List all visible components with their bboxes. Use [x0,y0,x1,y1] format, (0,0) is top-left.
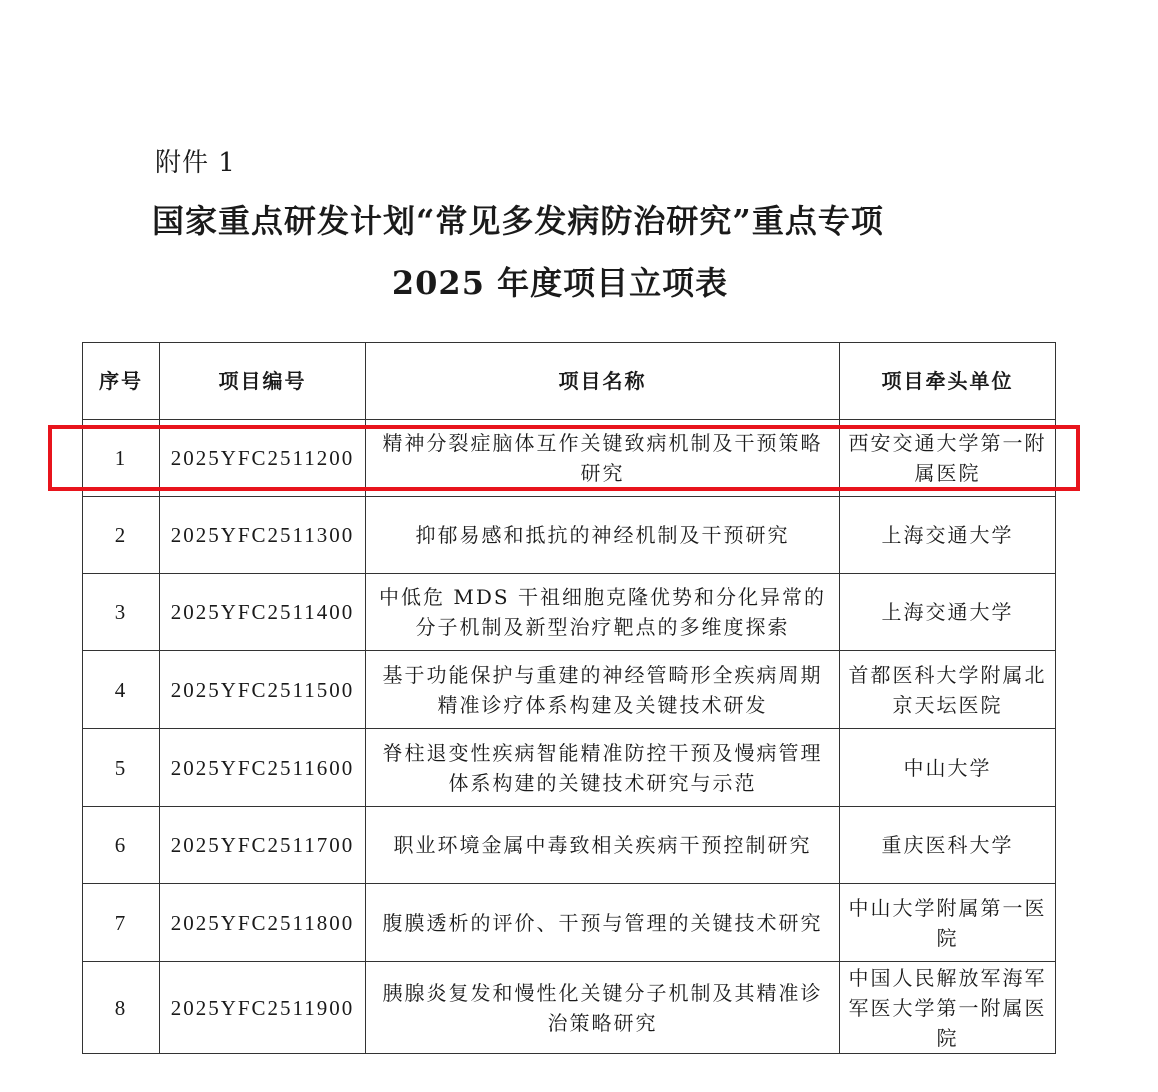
row-name: 胰腺炎复发和慢性化关键分子机制及其精准诊治策略研究 [366,962,840,1054]
row-name: 腹膜透析的评价、干预与管理的关键技术研究 [366,884,840,962]
document-subtitle: 2025 年度项目立项表 [391,264,729,302]
row-unit: 中山大学 [840,729,1056,807]
header-unit: 项目牵头单位 [840,343,1056,420]
row-code: 2025YFC2511500 [160,651,366,729]
row-seq: 5 [83,729,160,807]
project-table [82,342,1056,1054]
row-code: 2025YFC2511200 [160,420,366,497]
row-name: 基于功能保护与重建的神经管畸形全疾病周期精准诊疗体系构建及关键技术研发 [366,651,840,729]
row-seq: 7 [83,884,160,962]
header-name: 项目名称 [366,343,840,420]
row-code: 2025YFC2511800 [160,884,366,962]
table-row [83,884,1056,962]
row-seq: 3 [83,574,160,651]
table-row [83,962,1056,1054]
row-code: 2025YFC2511400 [160,574,366,651]
header-seq: 序号 [83,343,160,420]
row-unit: 中山大学附属第一医院 [840,884,1056,962]
table-row [83,574,1056,651]
row-unit: 上海交通大学 [840,497,1056,574]
row-code: 2025YFC2511700 [160,807,366,884]
row-name: 精神分裂症脑体互作关键致病机制及干预策略研究 [366,420,840,497]
row-seq: 1 [83,420,160,497]
row-name: 职业环境金属中毒致相关疾病干预控制研究 [366,807,840,884]
row-unit: 上海交通大学 [840,574,1056,651]
row-name: 脊柱退变性疾病智能精准防控干预及慢病管理体系构建的关键技术研究与示范 [366,729,840,807]
row-unit: 首都医科大学附属北京天坛医院 [840,651,1056,729]
table-row [83,729,1056,807]
attachment-label: 附件 1 [155,148,236,178]
row-code: 2025YFC2511900 [160,962,366,1054]
header-code: 项目编号 [160,343,366,420]
row-seq: 8 [83,962,160,1054]
row-code: 2025YFC2511300 [160,497,366,574]
table-row [83,651,1056,729]
table-header-row [83,343,1056,420]
table-row [83,497,1056,574]
row-name: 中低危 MDS 干祖细胞克隆优势和分化异常的分子机制及新型治疗靶点的多维度探索 [366,574,840,651]
row-name: 抑郁易感和抵抗的神经机制及干预研究 [366,497,840,574]
row-unit: 中国人民解放军海军军医大学第一附属医院 [840,962,1056,1054]
row-seq: 4 [83,651,160,729]
row-seq: 6 [83,807,160,884]
table-row [83,807,1056,884]
row-code: 2025YFC2511600 [160,729,366,807]
row-unit: 重庆医科大学 [840,807,1056,884]
table-row [83,420,1056,497]
document-title: 国家重点研发计划“常见多发病防治研究”重点专项 [152,202,884,240]
row-seq: 2 [83,497,160,574]
row-unit: 西安交通大学第一附属医院 [840,420,1056,497]
